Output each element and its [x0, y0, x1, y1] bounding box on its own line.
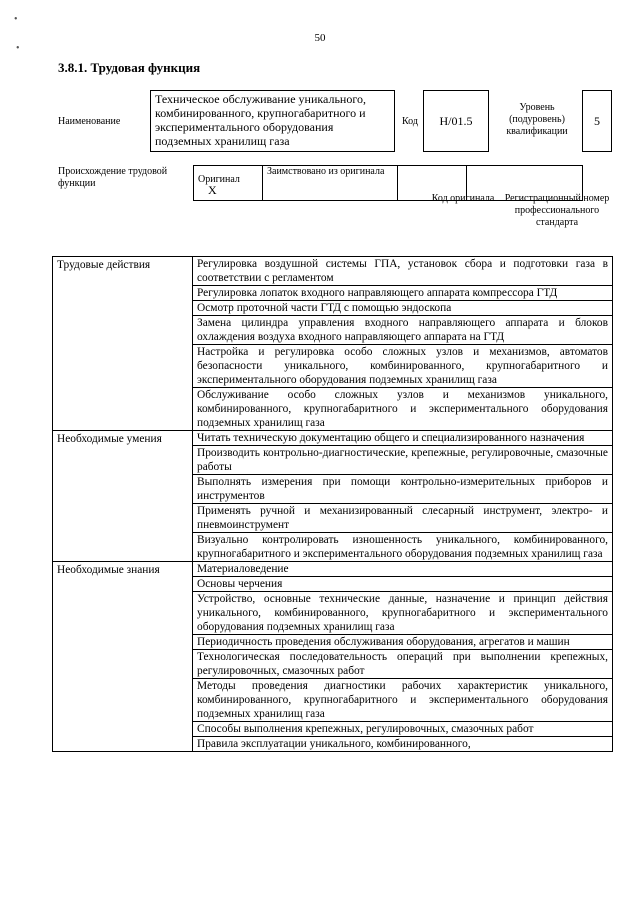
original-label: Оригинал [198, 174, 240, 185]
list-item: Производить контрольно-диагностические, крепежные, регулировочные, смазочные работы [193, 446, 613, 475]
list-item: Осмотр проточной части ГТД с помощью эндоскопа [193, 301, 613, 316]
section-heading: Необходимые умения [53, 431, 193, 562]
table-row [53, 562, 613, 577]
list-item: Основы черчения [193, 577, 613, 592]
section-heading: Трудовые действия [53, 257, 193, 431]
table-row [53, 431, 613, 446]
list-item: Технологическая последовательность операций при выполнении крепежных, регулировочных, смазочных работ [193, 650, 613, 679]
section-heading: Необходимые знания [53, 562, 193, 752]
list-item: Регулировка лопаток входного направляющего аппарата компрессора ГТД [193, 286, 613, 301]
section-title: 3.8.1. Трудовая функция [58, 60, 201, 75]
reg-number-label: Регистрационный номер профессионального стандарта [504, 193, 610, 228]
level-label: Уровень (подуровень) квалификации [506, 102, 568, 137]
list-item: Применять ручной и механизированный слесарный инструмент, электро- и пневмоинструмент [193, 504, 613, 533]
list-item: Материаловедение [193, 562, 613, 577]
list-item: Устройство, основные технические данные, назначение и принцип действия уникального, комбинированного, крупногабаритного и экспериментального оборудования подземных хранилищ газа [193, 592, 613, 635]
original-cell [194, 166, 263, 201]
list-item: Способы выполнения крепежных, регулировочных, смазочных работ [193, 722, 613, 737]
list-item: Периодичность проведения обслуживания оборудования, агрегатов и машин [193, 635, 613, 650]
list-item: Методы проведения диагностики рабочих характеристик уникального, комбинированного, крупногабаритного и экспериментального оборудования подземных хранилищ газа [193, 679, 613, 722]
code-original-label: Код оригинала [431, 193, 495, 204]
list-item: Читать техническую документацию общего и специализированного назначения [193, 431, 613, 446]
list-item: Обслуживание особо сложных узлов и механизмов уникального, комбинированного, крупногабаритного и экспериментального оборудования подземных хранилищ газа [193, 388, 613, 431]
list-item: Замена цилиндра управления входного направляющего аппарата и блоков охлаждения воздуха входного направляющего аппарата на ГТД [193, 316, 613, 345]
scan-mark: • [14, 14, 18, 25]
page-number: 50 [314, 32, 326, 44]
function-name-value: Техническое обслуживание уникального, комбинированного, крупногабаритного и экспериментального оборудования подземных хранилищ газа [150, 90, 395, 152]
list-item: Регулировка воздушной системы ГПА, установок сбора и подготовки газа в соответствии с регламентом [193, 257, 613, 286]
borrowed-label: Заимствовано из оригинала [263, 166, 398, 201]
list-item: Визуально контролировать изношенность уникального, комбинированного, крупногабаритного и экспериментального оборудования подземных хранилищ газа [193, 533, 613, 562]
code-label: Код [402, 116, 418, 127]
origin-label: Происхождение трудовой функции [58, 166, 168, 189]
list-item: Выполнять измерения при помощи контрольно-измерительных приборов и инструментов [193, 475, 613, 504]
original-mark: X [208, 183, 217, 197]
page-cut-area [0, 848, 640, 908]
list-item: Настройка и регулировка особо сложных узлов и механизмов, автоматов безопасности уникального, комбинированного, крупногабаритного и экспериментального оборудования подземных хранилищ газа [193, 345, 613, 388]
scan-mark: • [16, 43, 20, 54]
list-item: Правила эксплуатации уникального, комбинированного, [193, 737, 613, 752]
level-value: 5 [582, 90, 612, 152]
name-label: Наименование [58, 116, 121, 127]
labor-function-table [52, 256, 613, 752]
table-row [53, 257, 613, 286]
code-value: H/01.5 [423, 90, 489, 152]
